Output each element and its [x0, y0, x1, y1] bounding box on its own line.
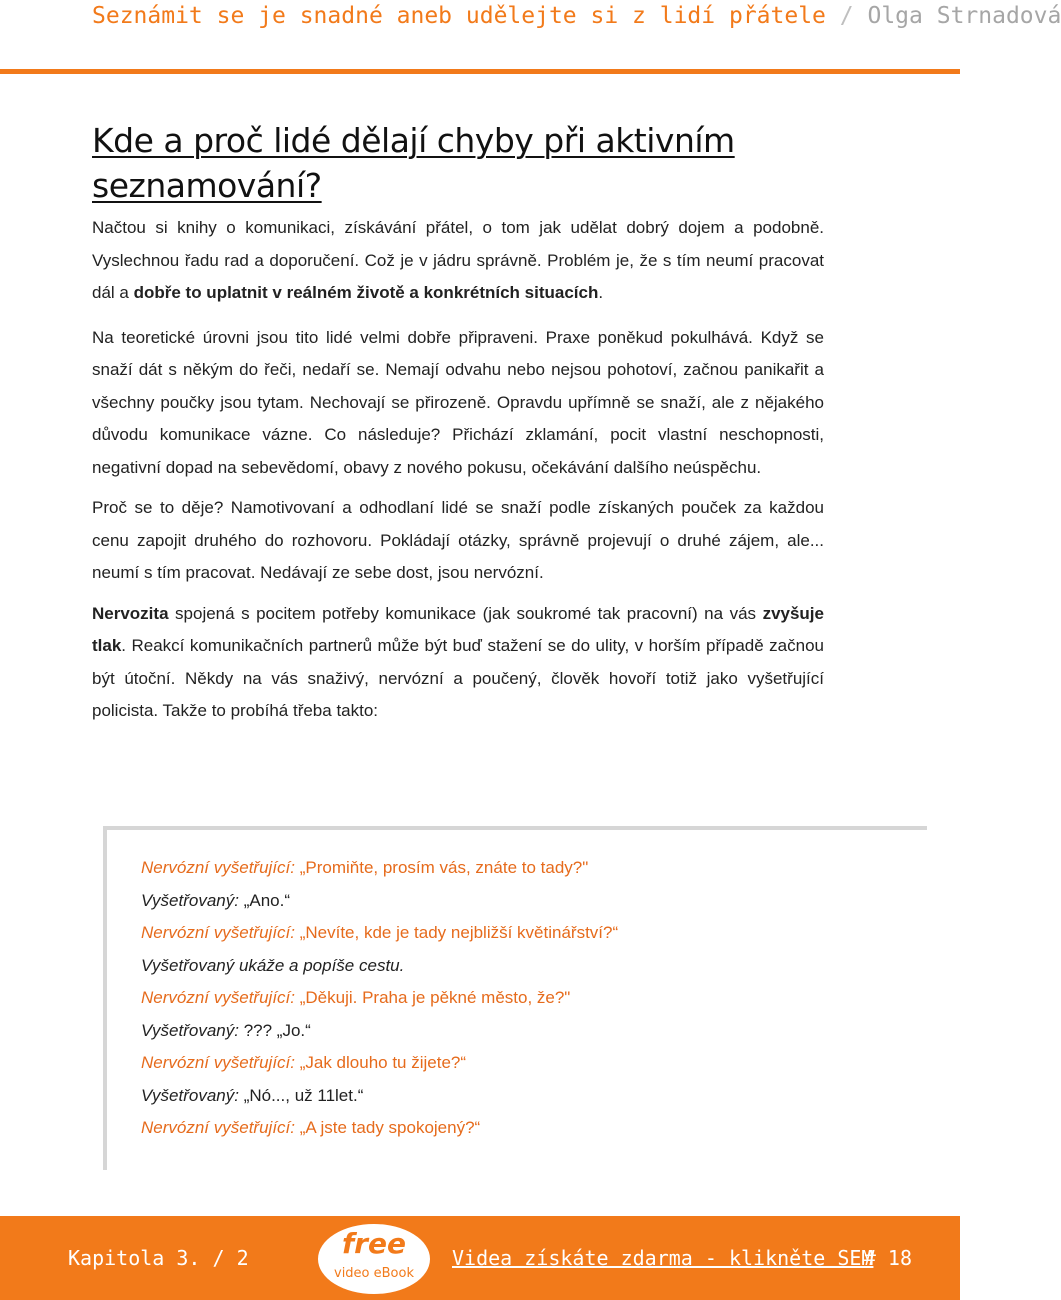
- logo-sub-text: video eBook: [334, 1266, 414, 1281]
- paragraph-1-end: .: [598, 283, 604, 302]
- dialog-box: [103, 826, 927, 1170]
- dialog-line: [141, 1047, 618, 1080]
- dialog-line: [141, 950, 618, 983]
- dialog-line: [141, 1015, 618, 1048]
- dialog-speaker: Vyšetřovaný:: [141, 1085, 239, 1105]
- logo-main-text: free: [342, 1227, 406, 1260]
- dialog-speaker: Vyšetřovaný ukáže a popíše cestu.: [141, 955, 405, 975]
- dialog-speaker: Vyšetřovaný:: [141, 890, 239, 910]
- dialog-line: [141, 982, 618, 1015]
- paragraph-1: [92, 212, 824, 310]
- dialog-speaker: Nervózní vyšetřující:: [141, 988, 295, 1007]
- dialog-text: ??? „Jo.“: [238, 1020, 311, 1040]
- dialog-line: [141, 917, 618, 950]
- paragraph-2: Na teoretické úrovni jsou tito lidé velmi dobře připraveni. Praxe poněkud pokulhává. Když se snaží dát s někým do řeči, nedaří se. Nemají odvahu nebo nejsou pohotoví, začnou panikařit a všechny poučky jsou tytam. Nechovají se přirozeně. Opravdu upřímně se snaží, ale z nějakého důvodu komunikace vázne. Co následuje? Přichází zklamání, pocit vlastní neschopnosti, negativní dopad na sebevědomí, obavy z nového pokusu, očekávání dalšího neúspěchu.: [92, 327, 824, 477]
- dialog-text: „Ano.“: [238, 890, 290, 910]
- book-title: Seznámit se je snadné aneb udělejte si z lidí přátele: [92, 3, 826, 29]
- free-video-ebook-logo[interactable]: [318, 1224, 430, 1294]
- paragraph-4-emphasis-2: zvyšuje tlak: [92, 603, 824, 655]
- dialog-text: „Nó..., už 11let.“: [238, 1085, 364, 1105]
- dialog-speaker: Nervózní vyšetřující:: [141, 858, 295, 877]
- dialog-text: „Nevíte, kde je tady nejbližší květinářství?“: [295, 923, 619, 942]
- page-number: # 18: [863, 1246, 912, 1270]
- paragraph-4-text: spojená s pocitem potřeby komunikace (jak soukromé tak pracovní) na vás: [168, 603, 763, 623]
- dialog-text: „A jste tady spokojený?“: [295, 1118, 481, 1137]
- paragraph-4-emphasis-1: Nervozita: [92, 603, 169, 623]
- dialog-speaker: Nervózní vyšetřující:: [141, 1118, 295, 1137]
- dialog-lines: [141, 852, 618, 1145]
- dialog-text: „Děkuji. Praha je pěkné město, že?": [295, 988, 571, 1007]
- header-divider: [0, 69, 960, 74]
- dialog-text: „Jak dlouho tu žijete?“: [295, 1053, 467, 1072]
- chapter-label: Kapitola 3. / 2: [68, 1246, 249, 1270]
- dialog-speaker: Vyšetřovaný:: [141, 1020, 239, 1040]
- paragraph-3: Proč se to děje? Namotivovaní a odhodlaní lidé se snaží podle získaných pouček za každou cenu zapojit druhého do rozhovoru. Pokládají otázky, správně projevují o druhé zájem, ale... neumí s tím pracovat. Nedávají ze sebe dost, jsou nervózní.: [92, 498, 824, 582]
- dialog-speaker: Nervózní vyšetřující:: [141, 1053, 295, 1072]
- page-footer: [0, 1216, 960, 1300]
- paragraph-4-end: . Reakcí komunikačních partnerů může být buď stažení se do ulity, v horším případě začnou být útoční. Někdy na vás snaživý, nervózní a poučený, člověk hovoří totiž jako vyšetřující policista. Takže to probíhá třeba takto:: [92, 636, 824, 720]
- dialog-text: „Promiňte, prosím vás, znáte to tady?": [295, 858, 589, 877]
- section-heading: Kde a proč lidé dělají chyby při aktivním seznamování?: [92, 121, 735, 205]
- author-name: Olga Strnadová: [867, 3, 1061, 29]
- paragraph-1-text: Načtou si knihy o komunikaci, získávání přátel, o tom jak udělat dobrý dojem a podobně. Vyslechnou řadu rad a doporučení. Což je v jádru správně. Problém je, že s tím neumí pracovat dál a: [92, 218, 824, 302]
- paragraph-4: [92, 598, 824, 728]
- page-header: [92, 0, 1061, 32]
- paragraph-1-emphasis: dobře to uplatnit v reálném životě a konkrétních situacích: [133, 283, 599, 302]
- dialog-line: [141, 852, 618, 885]
- dialog-speaker: Nervózní vyšetřující:: [141, 923, 295, 942]
- free-videos-link[interactable]: Videa získáte zdarma - klikněte SEM: [452, 1246, 874, 1270]
- dialog-line: [141, 1080, 618, 1113]
- header-separator: /: [839, 3, 854, 29]
- dialog-line: [141, 885, 618, 918]
- dialog-line: [141, 1112, 618, 1145]
- article-body: [92, 118, 824, 728]
